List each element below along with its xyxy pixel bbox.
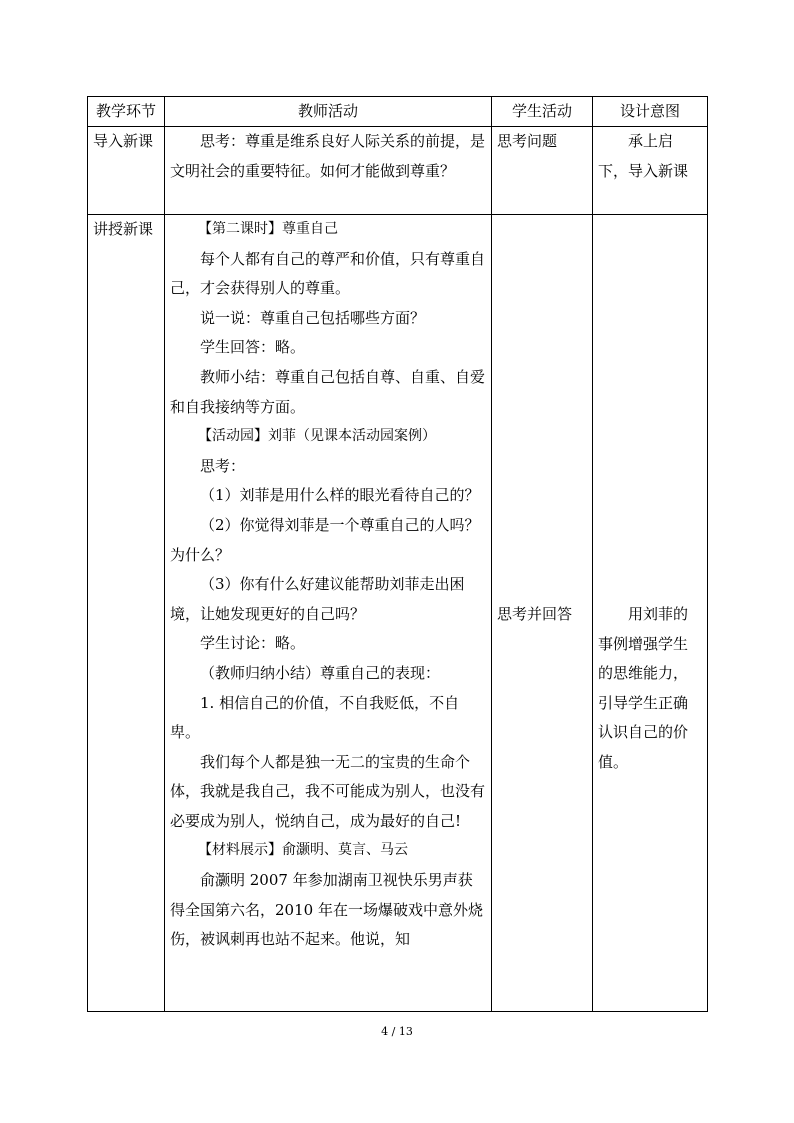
teacher-paragraph: 俞灏明 2007 年参加湖南卫视快乐男声获得全国第六名，2010 年在一场爆破戏中意外烧伤，被讽刺再也站不起来。他说，知 — [170, 871, 483, 949]
table-row — [88, 215, 708, 1012]
stage-cell: 导入新课 — [88, 127, 165, 215]
intent-paragraph: 承上启下，导入新课 — [598, 132, 689, 180]
student-activity-cell: 思考问题 — [492, 127, 593, 215]
student-activity-cell — [492, 215, 593, 1012]
design-intent-cell — [593, 215, 708, 1012]
teacher-paragraph: 说一说：尊重自己包括哪些方面？ — [200, 308, 426, 327]
teacher-activity-cell — [165, 127, 492, 215]
header-stage: 教学环节 — [88, 97, 165, 127]
page-number: 4 / 13 — [381, 1025, 413, 1038]
header-student-activity: 学生活动 — [492, 97, 593, 127]
intent-paragraph: 用刘菲的事例增强学生的思维能力，引导学生正确认识自己的价值。 — [598, 605, 689, 771]
teacher-paragraph: 我们每个人都是独一无二的宝贵的生命个体，我就是我自己，我不可能成为别人，也没有必要成为别人，悦纳自己，成为最好的自己! — [170, 752, 486, 830]
teacher-activity-cell — [165, 215, 492, 1012]
lesson-plan-table — [87, 96, 708, 1012]
teacher-paragraph: 学生回答：略。 — [200, 338, 306, 357]
teacher-paragraph: 1. 相信自己的价值，不自我贬低，不自卑。 — [170, 693, 460, 742]
table-row — [88, 127, 708, 215]
teacher-paragraph: 思考： — [200, 456, 246, 475]
teacher-paragraph: （教师归纳小结）尊重自己的表现： — [200, 663, 441, 682]
teacher-paragraph: （3）你有什么好建议能帮助刘菲走出困境，让她发现更好的自己吗？ — [170, 575, 465, 623]
header-teacher-activity: 教师活动 — [165, 97, 492, 127]
table-header-row — [88, 97, 708, 127]
student-activity-text: 思考并回答 — [497, 605, 573, 623]
design-intent-cell — [593, 127, 708, 215]
teacher-paragraph: 学生讨论：略。 — [200, 634, 306, 653]
teacher-paragraph: （2）你觉得刘菲是一个尊重自己的人吗？为什么？ — [170, 515, 480, 564]
section-heading: 【活动园】刘菲（见课本活动园案例） — [198, 428, 436, 445]
stage-cell: 讲授新课 — [88, 215, 165, 1012]
spacer — [497, 215, 587, 600]
teacher-paragraph: 每个人都有自己的尊严和价值，只有尊重自己，才会获得别人的尊重。 — [170, 249, 486, 298]
teacher-paragraph: （1）刘菲是用什么样的眼光看待自己的？ — [200, 486, 480, 505]
spacer — [598, 215, 702, 600]
header-design-intent: 设计意图 — [593, 97, 708, 127]
section-heading: 【材料展示】俞灏明、莫言、马云 — [198, 842, 408, 859]
teacher-paragraph: 教师小结：尊重自己包括自尊、自重、自爱和自我接纳等方面。 — [170, 367, 486, 416]
section-heading: 【第二课时】尊重自己 — [198, 221, 338, 237]
teacher-paragraph: 思考：尊重是维系良好人际关系的前提，是文明社会的重要特征。如何才能做到尊重？ — [170, 132, 486, 180]
